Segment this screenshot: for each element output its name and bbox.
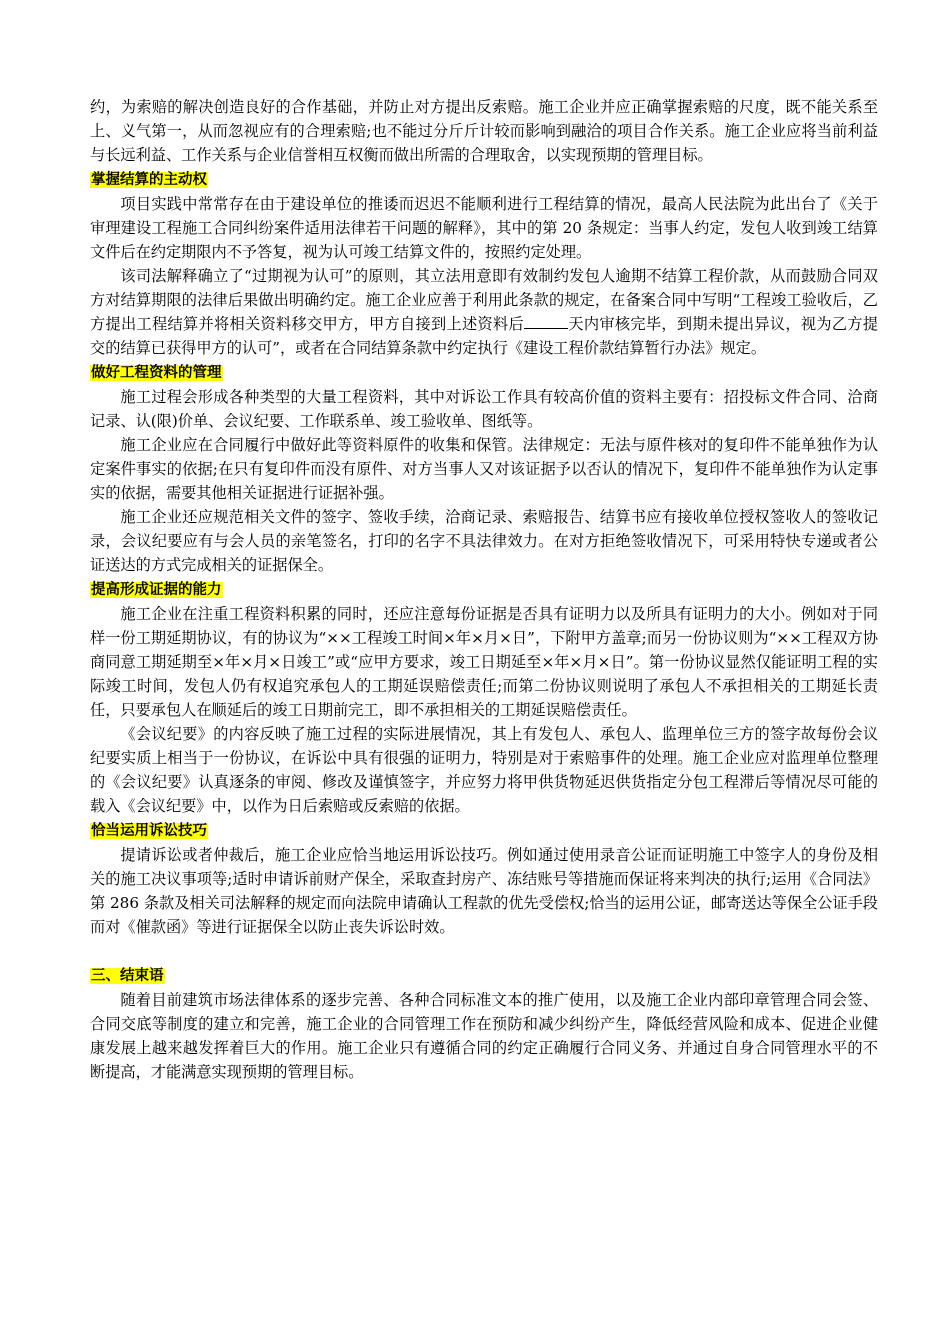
settlement-paragraph-2 (90, 264, 878, 360)
document-page (90, 95, 878, 1084)
records-paragraph-2: 施工企业应在合同履行中做好此等资料原件的收集和保管。法律规定：无法与原件核对的复印件不能单独作为认定案件事实的依据;在只有复印件而没有原件、对方当事人又对该证据予以否认的情况下，复印件不能单独作为认定事实的依据，需要其他相关证据进行证据补强。 (90, 436, 878, 502)
settlement-paragraph-2-part-b: 天内审核完毕，到期未提出异议，视为乙方提交的结算已获得甲方的认可”，或者在合同结算条款中约定执行《建设工程价款结算暂行办法》规定。 (90, 315, 878, 357)
records-paragraph-3: 施工企业还应规范相关文件的签字、签收手续，洽商记录、索赔报告、结算书应有接收单位授权签收人的签收记录，会议纪要应有与会人员的亲笔签名，打印的名字不具法律效力。在对方拒绝签收情况下，可采用特快专递或者公证送达的方式完成相关的证据保全。 (90, 508, 878, 574)
section-heading-settlement (90, 167, 878, 192)
intro-paragraph: 约，为索赔的解决创造良好的合作基础，并防止对方提出反索赔。施工企业并应正确掌握索赔的尺度，既不能关系至上、义气第一，从而忽视应有的合理索赔;也不能过分斤斤计较而影响到融洽的项目合作关系。施工企业应将当前利益与长远利益、工作关系与企业信誉相互权衡而做出所需的合理取舍，以实现预期的管理目标。 (90, 98, 878, 164)
litigation-paragraph-1: 提请诉讼或者仲裁后，施工企业应恰当地运用诉讼技巧。例如通过使用录音公证而证明施工中签字人的身份及相关的施工决议事项等;适时申请诉前财产保全，采取查封房产、冻结账号等措施而保证将来判决的执行;运用《合同法》第 286 条款及相关司法解释的规定而向法院申请确认工程款的优先受偿权;恰当的运用公证，邮寄送达等保全公证手段而对《催款函》等进行证据保全以防止丧失诉讼时效。 (90, 846, 878, 936)
section-heading-litigation (90, 818, 878, 843)
highlighted-heading: 做好工程资料的管理 (91, 365, 222, 381)
settlement-paragraph-1: 项目实践中常常存在由于建设单位的推诿而迟迟不能顺利进行工程结算的情况，最高人民法院为此出台了《关于审理建设工程施工合同纠纷案件适用法律若干问题的解释》，其中的第 20 条规定：当事人约定，发包人收到竣工结算文件后在约定期限内不予答复，视为认可竣工结算文件的，按照约定处理。 (90, 195, 878, 261)
records-paragraph-1: 施工过程会形成各种类型的大量工程资料，其中对诉讼工作具有较高价值的资料主要有：招投标文件合同、洽商记录、认(限)价单、会议纪要、工作联系单、竣工验收单、图纸等。 (90, 388, 878, 430)
highlighted-heading: 提高形成证据的能力 (91, 582, 222, 598)
section-heading-conclusion (90, 963, 878, 988)
settlement-paragraph-2-part-a: 该司法解释确立了“过期视为认可”的原则，其立法用意即有效制约发包人逾期不结算工程价款，从而鼓励合同双方对结算期限的法律后果做出明确约定。施工企业应善于利用此条款的规定，在备案合同中写明“工程竣工验收后，乙方提出工程结算并将相关资料移交甲方，甲方自接到上述资料后 (90, 267, 878, 333)
spacer (90, 939, 878, 963)
highlighted-heading: 恰当运用诉讼技巧 (91, 823, 207, 839)
conclusion-paragraph-1: 随着目前建筑市场法律体系的逐步完善、各种合同标准文本的推广使用，以及施工企业内部印章管理合同会签、合同交底等制度的建立和完善，施工企业的合同管理工作在预防和减少纠纷产生，降低经营风险和成本、促进企业健康发展上越来越发挥着巨大的作用。施工企业只有遵循合同的约定正确履行合同义务、并通过自身合同管理水平的不断提高，才能满意实现预期的管理目标。 (90, 991, 878, 1081)
evidence-paragraph-2: 《会议纪要》的内容反映了施工过程的实际进展情况，其上有发包人、承包人、监理单位三方的签字故每份会议纪要实质上相当于一份协议，在诉讼中具有很强的证明力，特别是对于索赔事件的处理。施工企业应对监理单位整理的《会议纪要》认真逐条的审阅、修改及谨慎签字，并应努力将甲供货物延迟供货指定分包工程滞后等情况尽可能的载入《会议纪要》中，以作为日后索赔或反索赔的依据。 (90, 725, 878, 815)
evidence-paragraph-1: 施工企业在注重工程资料积累的同时，还应注意每份证据是否具有证明力以及所具有证明力的大小。例如对于同样一份工期延期协议，有的协议为“××工程竣工时间×年×月×日”，下附甲方盖章;而另一份协议则为“××工程双方协商同意工期延期至×年×月×日竣工”或“应甲方要求，竣工日期延至×年×月×日”。第一份协议显然仅能证明工程的实际竣工时间，发包人仍有权追究承包人的工期延误赔偿责任;而第二份协议则说明了承包人不承担相关的工期延长责任，只要承包人在顺延后的竣工日期前完工，即不承担相关的工期延误赔偿责任。 (90, 605, 878, 719)
blank-underline (524, 314, 568, 329)
highlighted-heading: 三、结束语 (91, 968, 164, 984)
section-heading-evidence (90, 577, 878, 602)
section-heading-records (90, 360, 878, 385)
highlighted-heading: 掌握结算的主动权 (91, 172, 207, 188)
